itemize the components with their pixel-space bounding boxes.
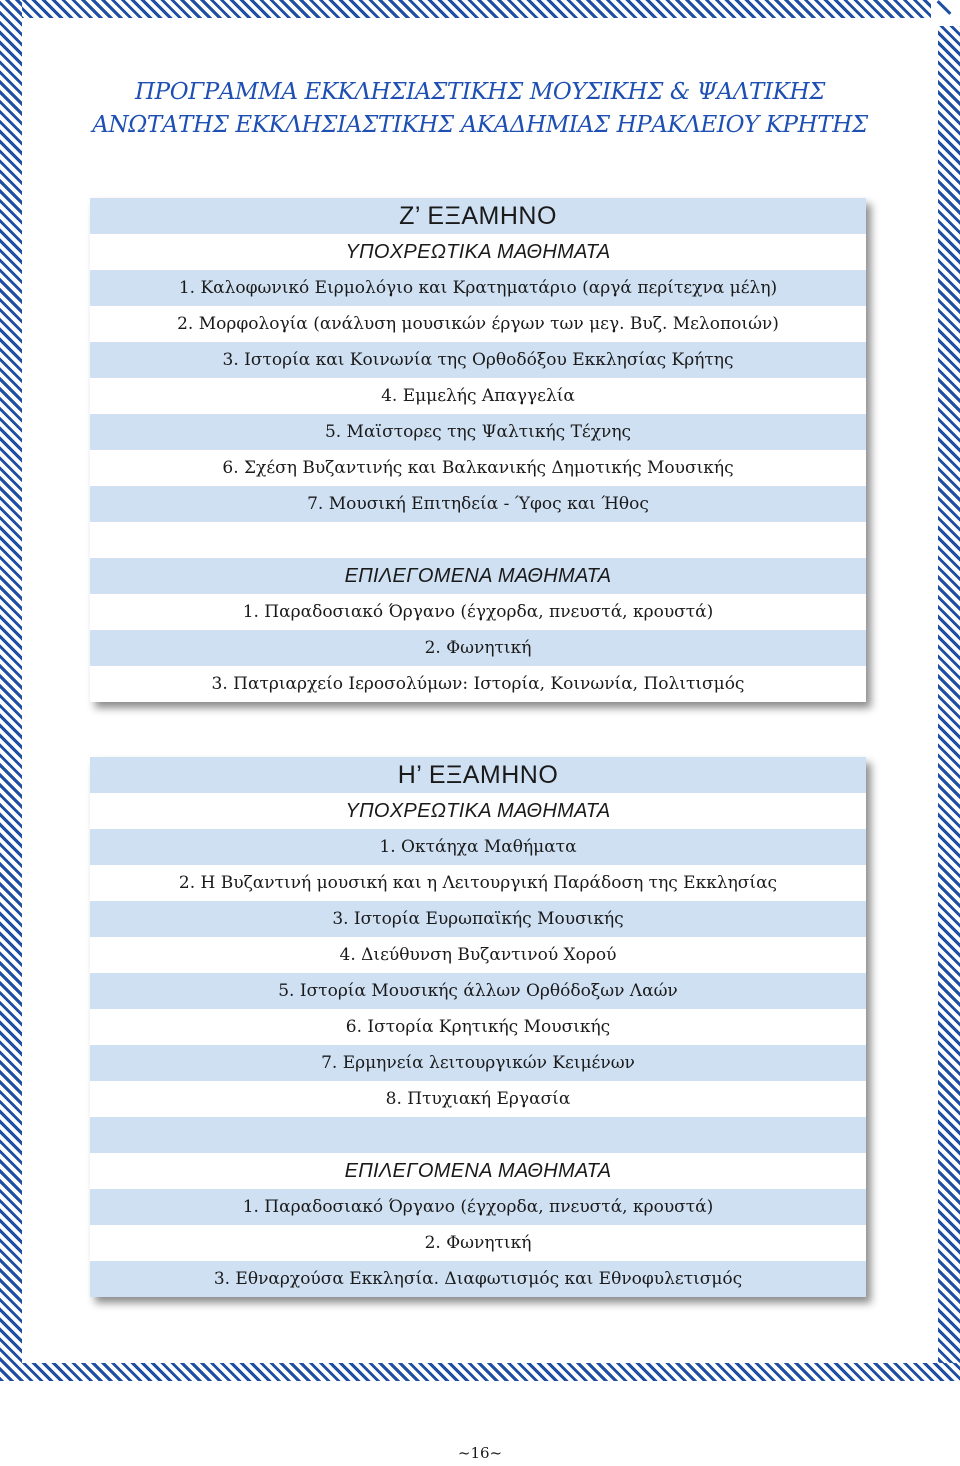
course-row: 2. Φωνητική [90, 1225, 866, 1261]
course-row: 1. Παραδοσιακό Όργανο (έγχορδα, πνευστά, κρουστά) [90, 1189, 866, 1225]
course-row: 3. Ιστορία και Κοινωνία της Ορθοδόξου Εκκλησίας Κρήτης [90, 342, 866, 378]
course-row: 1. Καλοφωνικό Ειρμολόγιο και Κρατηματάριο (αργά περίτεχνα μέλη) [90, 270, 866, 306]
course-row: 5. Ιστορία Μουσικής άλλων Ορθόδοξων Λαών [90, 973, 866, 1009]
empty-row [90, 522, 866, 558]
decorative-stripe-border-top [0, 0, 960, 18]
decorative-stripe-border-bottom [0, 1363, 960, 1381]
decorative-stripe-border-right [938, 0, 960, 1381]
course-row: 4. Εμμελής Απαγγελία [90, 378, 866, 414]
empty-row [90, 1117, 866, 1153]
decorative-stripe-border-left [0, 0, 22, 1381]
semester-z-required-label: ΥΠΟΧΡΕΩΤΙΚΑ ΜΑΘΗΜΑΤΑ [90, 234, 866, 270]
course-row: 2. Μορφολογία (ανάλυση μουσικών έργων των μεγ. Βυζ. Μελοποιών) [90, 306, 866, 342]
course-row: 6. Σχέση Βυζαντινής και Βαλκανικής Δημοτικής Μουσικής [90, 450, 866, 486]
course-row: 1. Παραδοσιακό Όργανο (έγχορδα, πνευστά, κρουστά) [90, 594, 866, 630]
course-row: 8. Πτυχιακή Εργασία [90, 1081, 866, 1117]
course-row: 7. Μουσική Επιτηδεία - Ύφος και Ήθος [90, 486, 866, 522]
semester-h-heading: Η’ ΕΞΑΜΗΝΟ [90, 757, 866, 793]
course-row: 2. Φωνητική [90, 630, 866, 666]
title-line-2: ΑΝΩΤΑΤΗΣ ΕΚΚΛΗΣΙΑΣΤΙΚΗΣ ΑΚΑΔΗΜΙΑΣ ΗΡΑΚΛΕΙΟΥ ΚΡΗΤΗΣ [92, 112, 868, 138]
course-row: 7. Ερμηνεία λειτουργικών Κειμένων [90, 1045, 866, 1081]
semester-z-heading: Ζ’ ΕΞΑΜΗΝΟ [90, 198, 866, 234]
corner-fold-icon [931, 0, 960, 26]
semester-z-table [90, 198, 866, 702]
page-title [80, 76, 880, 142]
course-row: 2. Η Βυζαντινή μουσική και η Λειτουργική Παράδοση της Εκκλησίας [90, 865, 866, 901]
course-row: 4. Διεύθυνση Βυζαντινού Χορού [90, 937, 866, 973]
course-row: 6. Ιστορία Κρητικής Μουσικής [90, 1009, 866, 1045]
semester-z-elective-label: ΕΠΙΛΕΓΟΜΕΝΑ ΜΑΘΗΜΑΤΑ [90, 558, 866, 594]
course-row: 5. Μαϊστορες της Ψαλτικής Τέχνης [90, 414, 866, 450]
page-number: ~16~ [457, 1444, 503, 1462]
semester-h-elective-label: ΕΠΙΛΕΓΟΜΕΝΑ ΜΑΘΗΜΑΤΑ [90, 1153, 866, 1189]
semester-h-table [90, 757, 866, 1297]
semester-h-required-label: ΥΠΟΧΡΕΩΤΙΚΑ ΜΑΘΗΜΑΤΑ [90, 793, 866, 829]
course-row: 3. Εθναρχούσα Εκκλησία. Διαφωτισμός και Εθνοφυλετισμός [90, 1261, 866, 1297]
course-row: 1. Οκτάηχα Μαθήματα [90, 829, 866, 865]
title-line-1: ΠΡΟΓΡΑΜΜΑ ΕΚΚΛΗΣΙΑΣΤΙΚΗΣ ΜΟΥΣΙΚΗΣ & ΨΑΛΤΙΚΗΣ [135, 79, 825, 105]
course-row: 3. Πατριαρχείο Ιεροσολύμων: Ιστορία, Κοινωνία, Πολιτισμός [90, 666, 866, 702]
course-row: 3. Ιστορία Ευρωπαϊκής Μουσικής [90, 901, 866, 937]
